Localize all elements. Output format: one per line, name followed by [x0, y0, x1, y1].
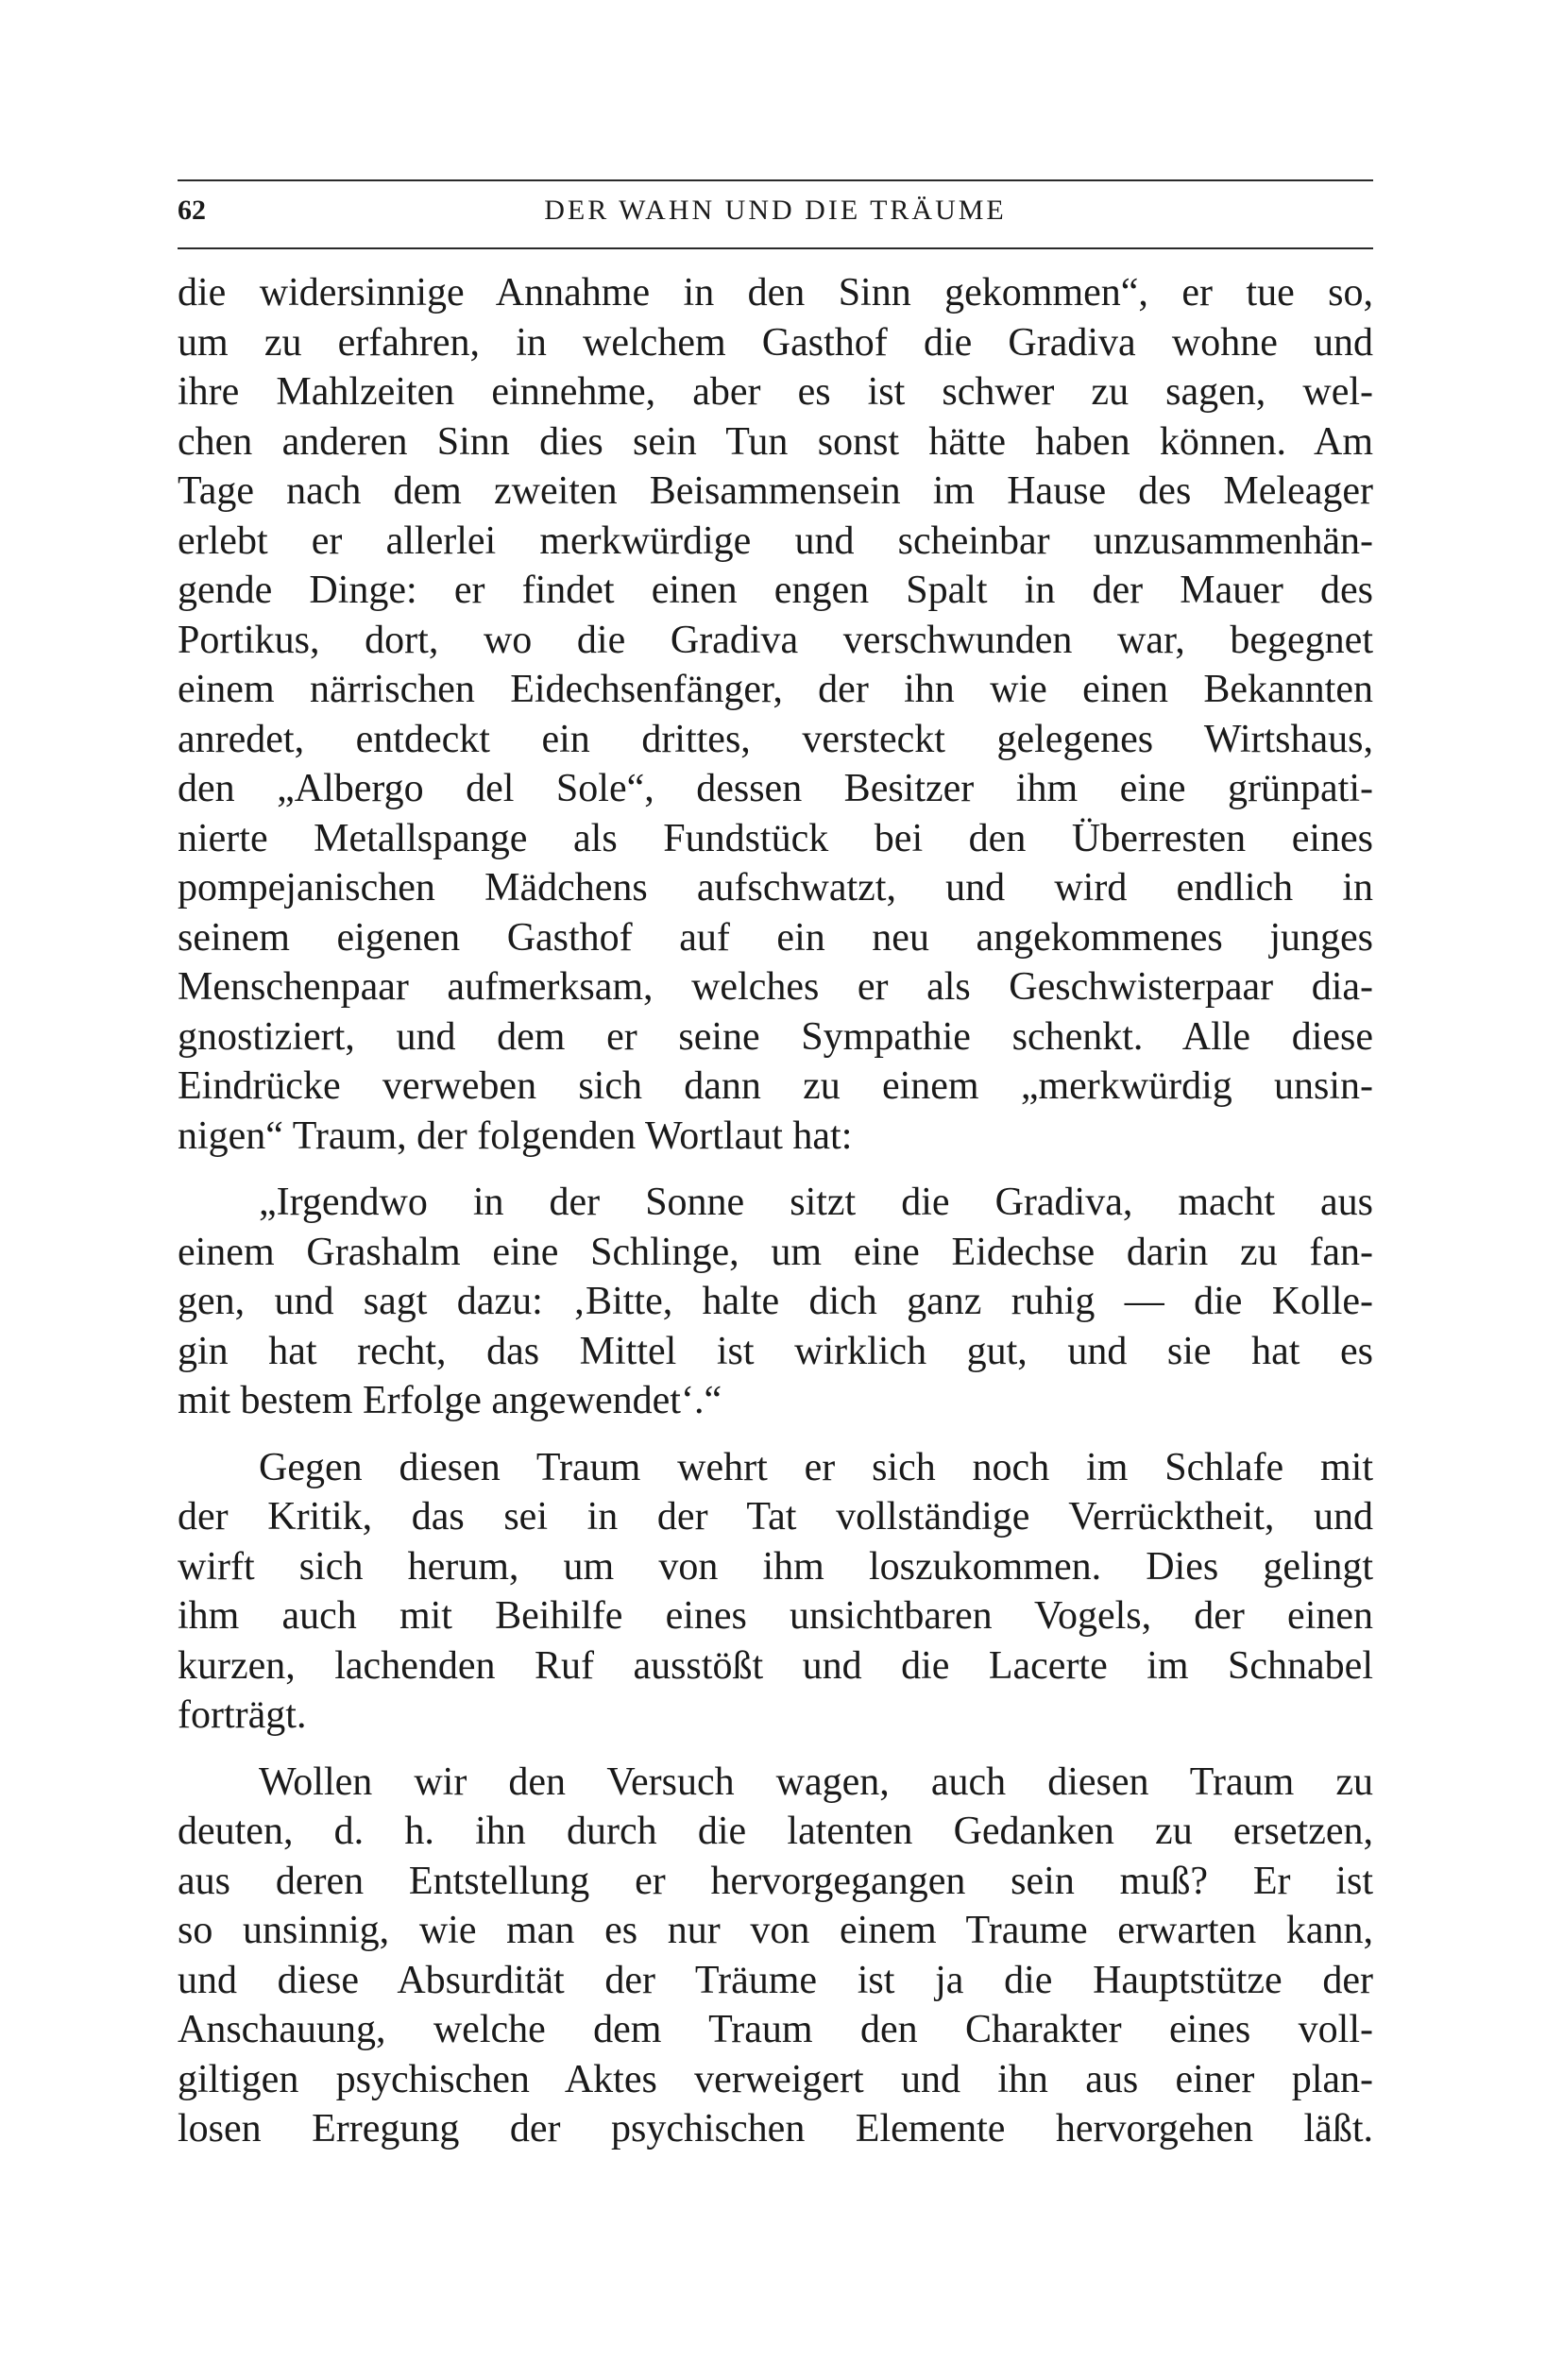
text-line: Eindrücke verweben sich dann zu einem „merkwürdig unsin- — [178, 1064, 1373, 1108]
text-line: Anschauung, welche dem Traum den Charakter eines voll- — [178, 2008, 1373, 2051]
text-line: „Irgendwo in der Sonne sitzt die Gradiva, macht aus — [259, 1181, 1373, 1224]
page-number: 62 — [178, 195, 206, 226]
text-line: Gegen diesen Traum wehrt er sich noch im Schlafe mit — [259, 1445, 1373, 1489]
text-line: Wollen wir den Versuch wagen, auch diesen Traum zu — [259, 1760, 1373, 1804]
text-line: giltigen psychischen Aktes verweigert und ihn aus einer plan- — [178, 2057, 1373, 2101]
text-line: losen Erregung der psychischen Elemente hervorgehen läßt. — [178, 2107, 1373, 2150]
text-line: nigen“ Traum, der folgenden Wortlaut hat: — [178, 1114, 853, 1158]
text-line: so unsinnig, wie man es nur von einem Traume erwarten kann, — [178, 1909, 1373, 1952]
text-line: wirft sich herum, um von ihm loszukommen. Dies gelingt — [178, 1544, 1373, 1589]
text-line: ihm auch mit Beihilfe eines unsichtbaren Vogels, der einen — [178, 1594, 1373, 1638]
text-line: gende Dinge: er findet einen engen Spalt in der Mauer des — [178, 569, 1373, 612]
text-line: mit bestem Erfolge angewendet‘.“ — [178, 1379, 722, 1422]
text-line: ihre Mahlzeiten einnehme, aber es ist schwer zu sagen, wel- — [178, 370, 1373, 414]
text-line: chen anderen Sinn dies sein Tun sonst hätte haben können. Am — [178, 419, 1373, 464]
text-line: forträgt. — [178, 1693, 307, 1737]
spacer — [178, 1741, 1373, 1758]
text-line: die widersinnige Annahme in den Sinn gekommen“, er tue so, — [178, 271, 1373, 314]
text-line: Portikus, dort, wo die Gradiva verschwunden war, begegnet — [178, 618, 1373, 662]
text-line: nierte Metallspange als Fundstück bei den Überresten eines — [178, 816, 1373, 860]
spacer — [178, 1161, 1373, 1178]
running-title: DER WAHN UND DIE TRÄUME — [544, 195, 1007, 226]
text-line: einem närrischen Eidechsenfänger, der ihn wie einen Bekannten — [178, 668, 1373, 711]
text-line: Menschenpaar aufmerksam, welches er als Geschwisterpaar dia- — [178, 965, 1373, 1009]
running-head — [178, 179, 1373, 249]
text-line: der Kritik, das sei in der Tat vollständige Verrücktheit, und — [178, 1495, 1373, 1538]
text-line: anredet, entdeckt ein drittes, versteckt gelegenes Wirtshaus, — [178, 717, 1373, 761]
text-line: gin hat recht, das Mittel ist wirklich gut, und sie hat es — [178, 1329, 1373, 1373]
spacer — [178, 1426, 1373, 1443]
paragraph-1 — [178, 268, 1373, 1161]
text-line: Tage nach dem zweiten Beisammensein im Hause des Meleager — [178, 469, 1373, 513]
text-line: aus deren Entstellung er hervorgegangen sein muß? Er ist — [178, 1859, 1373, 1903]
text-line: den „Albergo del Sole“, dessen Besitzer ihm eine grünpati- — [178, 767, 1373, 810]
dream-quote — [178, 1178, 1373, 1426]
text-line: erlebt er allerlei merkwürdige und scheinbar unzusammenhän- — [178, 518, 1373, 563]
text-line: pompejanischen Mädchens aufschwatzt, und wird endlich in — [178, 866, 1373, 910]
text-line: seinem eigenen Gasthof auf ein neu angekommenes junges — [178, 915, 1373, 960]
text-line: kurzen, lachenden Ruf ausstößt und die Lacerte im Schnabel — [178, 1643, 1373, 1688]
text-line: und diese Absurdität der Träume ist ja die Hauptstütze der — [178, 1958, 1373, 2002]
book-page — [178, 161, 1373, 2154]
text-line: einem Grashalm eine Schlinge, um eine Eidechse darin zu fan- — [178, 1230, 1373, 1274]
paragraph-3 — [178, 1758, 1373, 2154]
text-line: gen, und sagt dazu: ‚Bitte, halte dich ganz ruhig — die Kolle- — [178, 1280, 1373, 1323]
text-line: deuten, d. h. ihn durch die latenten Gedanken zu ersetzen, — [178, 1810, 1373, 1853]
text-line: gnostiziert, und dem er seine Sympathie schenkt. Alle diese — [178, 1014, 1373, 1059]
paragraph-2 — [178, 1443, 1373, 1741]
body-text — [178, 268, 1373, 2154]
text-line: um zu erfahren, in welchem Gasthof die Gradiva wohne und — [178, 320, 1373, 365]
